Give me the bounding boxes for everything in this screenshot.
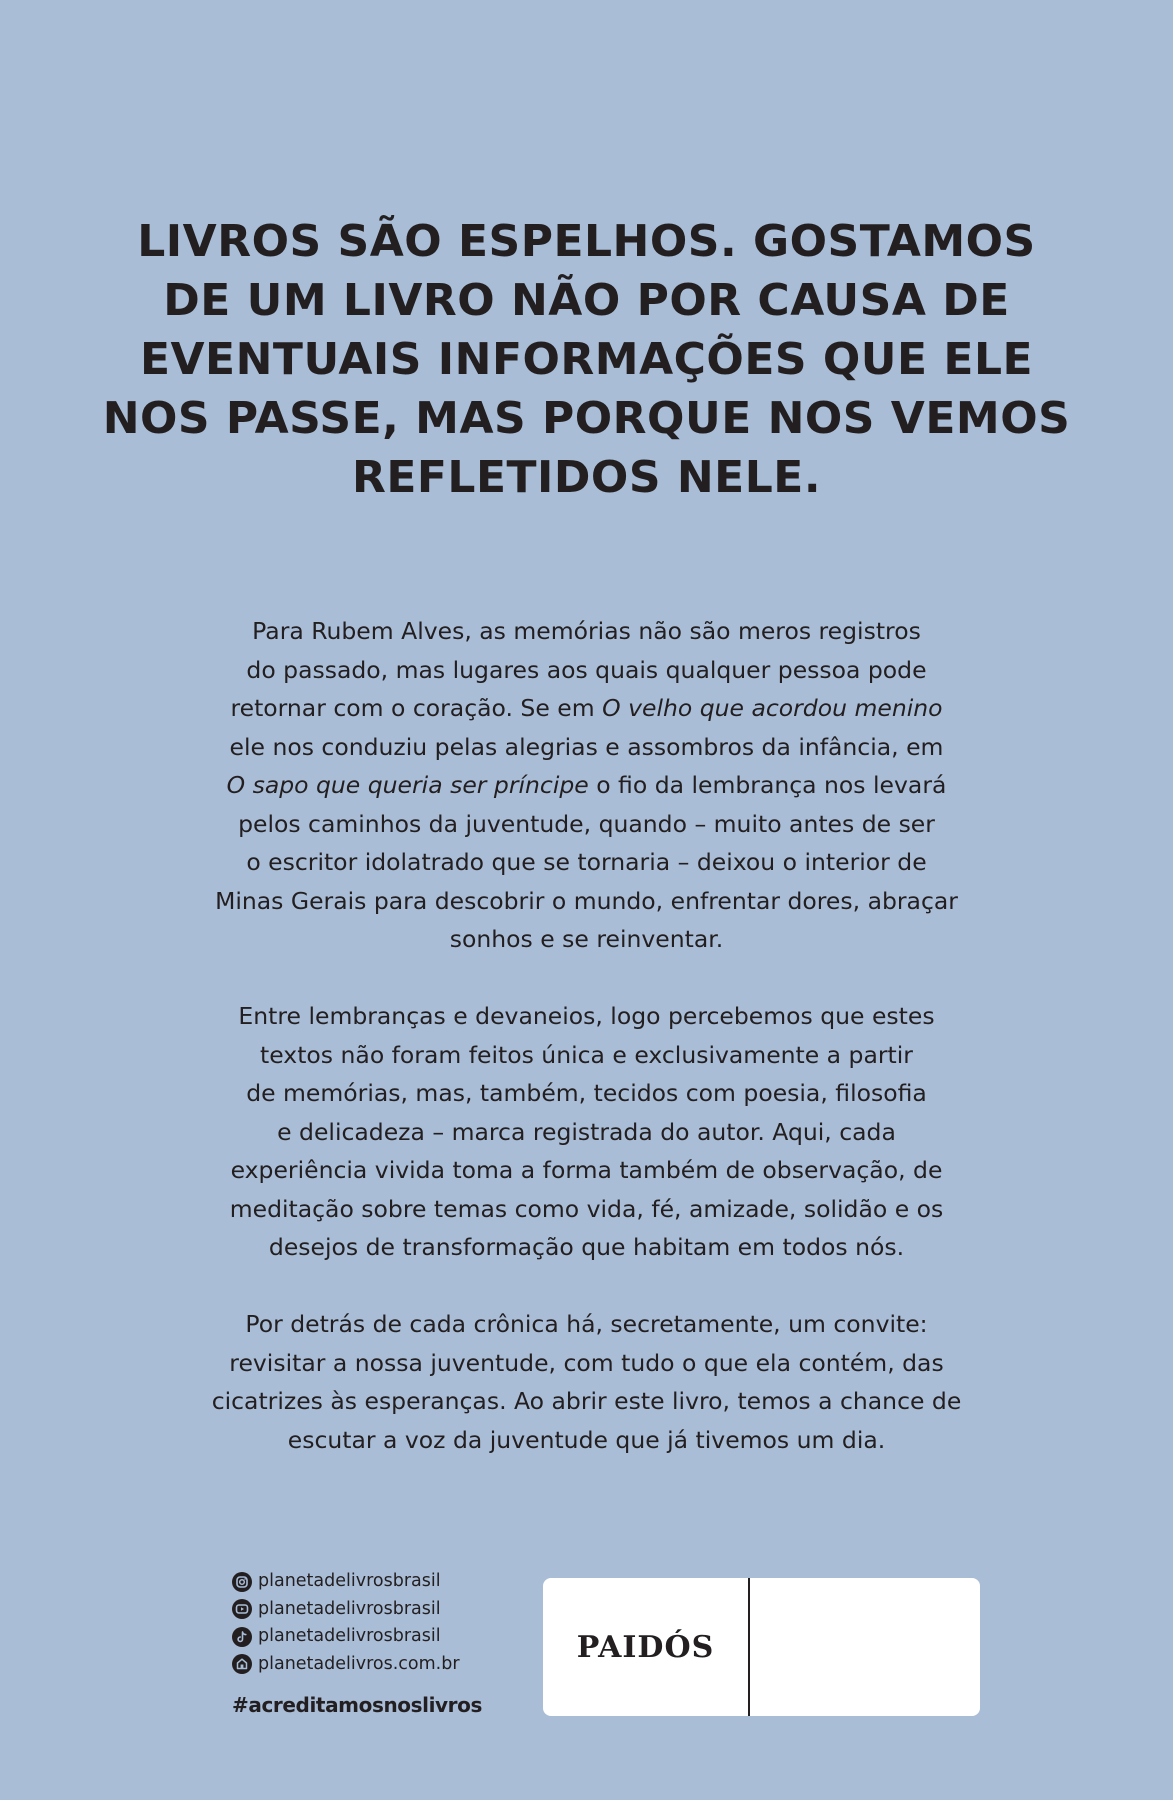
text-fragment: o fio da lembrança nos levará bbox=[588, 771, 947, 799]
synopsis-paragraph-1 bbox=[150, 612, 1023, 959]
text-line: e delicadeza – marca registrada do autor. Aqui, cada bbox=[277, 1117, 896, 1146]
publisher-logo-box bbox=[543, 1578, 980, 1716]
text-line: textos não foram feitos única e exclusivamente a partir bbox=[260, 1040, 913, 1069]
text-line: revisitar a nossa juventude, com tudo o que ela contém, das bbox=[229, 1348, 944, 1377]
text-line: o escritor idolatrado que se tornaria – deixou o interior de bbox=[246, 848, 927, 876]
logo-divider bbox=[748, 1578, 750, 1716]
text-line: Para Rubem Alves, as memórias não são meros registros bbox=[252, 617, 921, 645]
book-title-current: O sapo que queria ser príncipe bbox=[226, 771, 589, 799]
text-line: sonhos e se reinventar. bbox=[449, 925, 724, 953]
text-line: de memórias, mas, também, tecidos com poesia, filosofia bbox=[246, 1079, 927, 1107]
instagram-icon bbox=[232, 1572, 252, 1592]
publisher-logo: PAIDÓS bbox=[576, 1629, 715, 1665]
headline-line: NOS PASSE, MAS PORQUE NOS VEMOS bbox=[102, 393, 1071, 444]
text-line: cicatrizes às esperanças. Ao abrir este livro, temos a chance de bbox=[211, 1387, 962, 1415]
youtube-link[interactable] bbox=[232, 1596, 532, 1624]
text-line: pelos caminhos da juventude, quando – muito antes de ser bbox=[238, 809, 935, 838]
text-line: ele nos conduziu pelas alegrias e assombros da infância, em bbox=[229, 732, 944, 761]
text-line: Entre lembranças e devaneios, logo percebemos que estes bbox=[238, 1002, 935, 1030]
text-line: experiência vivida toma a forma também de observação, de bbox=[230, 1156, 943, 1184]
instagram-handle: planetadelivrosbrasil bbox=[258, 1571, 441, 1591]
tiktok-icon bbox=[232, 1627, 252, 1647]
instagram-link[interactable] bbox=[232, 1568, 532, 1596]
text-line bbox=[150, 766, 1023, 805]
headline bbox=[100, 212, 1073, 507]
hashtag: #acreditamosnoslivros bbox=[232, 1693, 482, 1717]
text-fragment: retornar com o coração. Se em bbox=[230, 694, 603, 722]
text-line: Minas Gerais para descobrir o mundo, enfrentar dores, abraçar bbox=[215, 886, 958, 915]
text-line bbox=[150, 689, 1023, 728]
text-line: escutar a voz da juventude que já tivemos um dia. bbox=[287, 1425, 886, 1454]
youtube-icon bbox=[232, 1599, 252, 1619]
tiktok-handle: planetadelivrosbrasil bbox=[258, 1626, 441, 1646]
website-url: planetadelivros.com.br bbox=[258, 1653, 460, 1674]
headline-line: EVENTUAIS INFORMAÇÕES QUE ELE bbox=[139, 334, 1034, 385]
text-line: desejos de transformação que habitam em todos nós. bbox=[268, 1233, 905, 1261]
tiktok-link[interactable] bbox=[232, 1623, 532, 1651]
synopsis-paragraph-2 bbox=[150, 997, 1023, 1267]
headline-line: REFLETIDOS NELE. bbox=[351, 452, 822, 503]
social-links bbox=[232, 1568, 532, 1678]
text-line: Por detrás de cada crônica há, secretamente, um convite: bbox=[245, 1310, 928, 1338]
synopsis bbox=[150, 612, 1023, 1459]
website-icon bbox=[232, 1654, 252, 1674]
youtube-handle: planetadelivrosbrasil bbox=[258, 1598, 441, 1619]
headline-line: DE UM LIVRO NÃO POR CAUSA DE bbox=[163, 275, 1010, 326]
book-title-old: O velho que acordou menino bbox=[602, 694, 943, 722]
text-line: do passado, mas lugares aos quais qualquer pessoa pode bbox=[246, 655, 927, 684]
headline-line: LIVROS SÃO ESPELHOS. GOSTAMOS bbox=[137, 216, 1036, 267]
synopsis-paragraph-3 bbox=[150, 1305, 1023, 1459]
text-line: meditação sobre temas como vida, fé, amizade, solidão e os bbox=[229, 1194, 944, 1223]
website-link[interactable] bbox=[232, 1651, 532, 1679]
